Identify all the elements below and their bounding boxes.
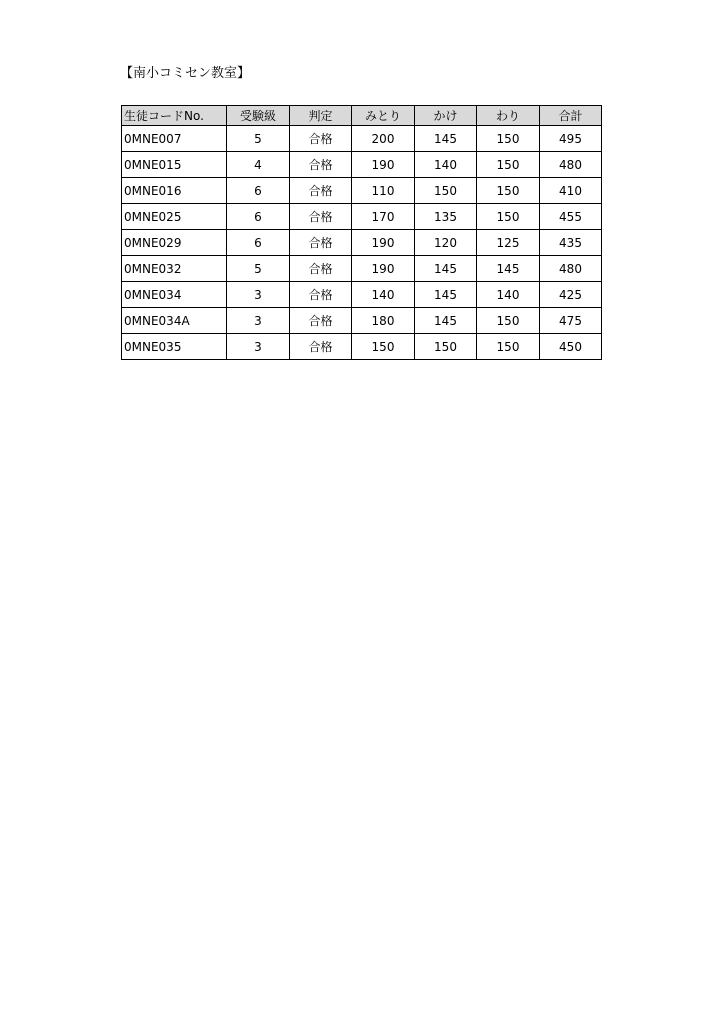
cell-student-code: 0MNE034	[122, 282, 227, 308]
table-row	[122, 230, 602, 256]
cell-wari: 150	[477, 334, 540, 360]
cell-result: 合格	[290, 230, 352, 256]
cell-result: 合格	[290, 204, 352, 230]
cell-student-code: 0MNE029	[122, 230, 227, 256]
cell-wari: 140	[477, 282, 540, 308]
cell-exam-grade: 3	[227, 308, 290, 334]
cell-exam-grade: 6	[227, 230, 290, 256]
cell-exam-grade: 6	[227, 204, 290, 230]
results-table	[121, 105, 602, 360]
table-row	[122, 256, 602, 282]
cell-wari: 150	[477, 204, 540, 230]
cell-total: 475	[540, 308, 602, 334]
cell-mitori: 190	[352, 152, 415, 178]
cell-mitori: 200	[352, 126, 415, 152]
cell-kake: 150	[415, 178, 477, 204]
cell-result: 合格	[290, 308, 352, 334]
cell-total: 435	[540, 230, 602, 256]
cell-mitori: 190	[352, 230, 415, 256]
cell-wari: 145	[477, 256, 540, 282]
cell-total: 480	[540, 152, 602, 178]
cell-wari: 150	[477, 126, 540, 152]
cell-result: 合格	[290, 282, 352, 308]
header-exam-grade: 受験級	[227, 106, 290, 126]
cell-student-code: 0MNE015	[122, 152, 227, 178]
cell-mitori: 180	[352, 308, 415, 334]
header-student-code: 生徒コードNo.	[122, 106, 227, 126]
cell-kake: 145	[415, 256, 477, 282]
cell-mitori: 140	[352, 282, 415, 308]
cell-result: 合格	[290, 256, 352, 282]
cell-student-code: 0MNE035	[122, 334, 227, 360]
cell-exam-grade: 3	[227, 282, 290, 308]
cell-result: 合格	[290, 178, 352, 204]
cell-total: 410	[540, 178, 602, 204]
cell-mitori: 110	[352, 178, 415, 204]
cell-kake: 150	[415, 334, 477, 360]
cell-exam-grade: 4	[227, 152, 290, 178]
cell-kake: 140	[415, 152, 477, 178]
cell-mitori: 170	[352, 204, 415, 230]
cell-result: 合格	[290, 334, 352, 360]
cell-total: 455	[540, 204, 602, 230]
cell-wari: 150	[477, 178, 540, 204]
cell-wari: 125	[477, 230, 540, 256]
cell-student-code: 0MNE025	[122, 204, 227, 230]
cell-total: 425	[540, 282, 602, 308]
table-row	[122, 334, 602, 360]
cell-kake: 120	[415, 230, 477, 256]
cell-kake: 145	[415, 308, 477, 334]
cell-wari: 150	[477, 308, 540, 334]
header-kake: かけ	[415, 106, 477, 126]
cell-wari: 150	[477, 152, 540, 178]
table-row	[122, 282, 602, 308]
table-row	[122, 126, 602, 152]
cell-student-code: 0MNE007	[122, 126, 227, 152]
cell-total: 495	[540, 126, 602, 152]
cell-exam-grade: 3	[227, 334, 290, 360]
cell-kake: 145	[415, 282, 477, 308]
cell-exam-grade: 5	[227, 126, 290, 152]
cell-total: 450	[540, 334, 602, 360]
header-wari: わり	[477, 106, 540, 126]
cell-exam-grade: 5	[227, 256, 290, 282]
cell-student-code: 0MNE034A	[122, 308, 227, 334]
table-row	[122, 178, 602, 204]
header-mitori: みとり	[352, 106, 415, 126]
cell-kake: 145	[415, 126, 477, 152]
table-row	[122, 152, 602, 178]
cell-result: 合格	[290, 152, 352, 178]
cell-mitori: 150	[352, 334, 415, 360]
header-total: 合計	[540, 106, 602, 126]
cell-kake: 135	[415, 204, 477, 230]
cell-student-code: 0MNE032	[122, 256, 227, 282]
cell-exam-grade: 6	[227, 178, 290, 204]
cell-student-code: 0MNE016	[122, 178, 227, 204]
table-row	[122, 308, 602, 334]
page-title: 【南小コミセン教室】	[120, 66, 251, 81]
cell-result: 合格	[290, 126, 352, 152]
header-result: 判定	[290, 106, 352, 126]
cell-mitori: 190	[352, 256, 415, 282]
table-row	[122, 204, 602, 230]
table-header-row	[122, 106, 602, 126]
cell-total: 480	[540, 256, 602, 282]
